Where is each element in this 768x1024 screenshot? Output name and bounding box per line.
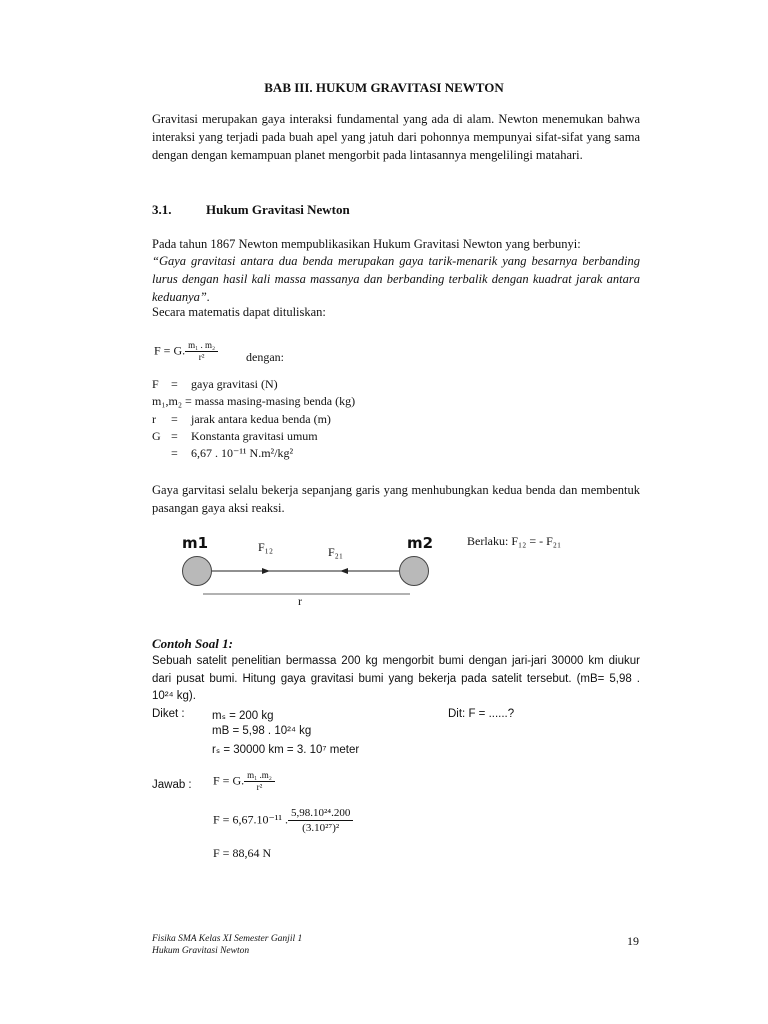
formula-lhs: F = G. (154, 343, 186, 358)
page-title: BAB III. HUKUM GRAVITASI NEWTON (264, 80, 504, 95)
def-r-sym: r (152, 412, 156, 426)
force-f21-label: F₂₁ (328, 545, 344, 559)
step1-denominator: r² (256, 782, 263, 792)
jawab-step-3: F = 88,64 N (213, 846, 272, 860)
example-heading: Contoh Soal 1: (152, 636, 233, 651)
example-text-1 (152, 655, 640, 667)
def-G-value: 6,67 . 10⁻¹¹ N.m²/kg² (191, 446, 294, 460)
example-text-1-content: Sebuah satelit penelitian bermassa 200 kg mengorbit bumi dengan jari-jari 30000 km diukur (152, 655, 640, 667)
jawab-step-2 (213, 806, 353, 835)
law-intro: Pada tahun 1867 Newton mempublikasikan Hukum Gravitasi Newton yang berbunyi: (152, 237, 581, 251)
def-G-value-eq: = (171, 446, 178, 460)
diket-label: Diket : (152, 708, 185, 720)
dit-question: Dit: F = ......? (448, 708, 515, 720)
distance-r-label: r (298, 594, 302, 608)
def-F-sym: F (152, 377, 159, 391)
math-intro: Secara matematis dapat dituliskan: (152, 305, 326, 319)
step2-fraction (288, 806, 353, 835)
force-relation: Berlaku: F₁₂ = - F₂₁ (467, 534, 562, 548)
def-masses: m₁,m₂ = massa masing-masing benda (kg) (152, 394, 356, 408)
step2-denominator: (3.10²⁷)² (302, 822, 340, 834)
def-G-desc: Konstanta gravitasi umum (191, 429, 318, 443)
step1-lhs: F = G. (213, 773, 245, 788)
def-r-eq: = (171, 412, 178, 426)
formula-numerator: m₁ . m₂ (185, 340, 218, 352)
law-quote: “Gaya gravitasi antara dua benda merupakan gaya tarik-menarik yang besarnya berbanding lurus dengan hasil kali massa massanya dan berbanding terbalik dengan kuadrat jarak antara keduanya”. (152, 254, 640, 304)
arrow-f21 (340, 568, 348, 574)
diket-rs: rₛ = 30000 km = 3. 10⁷ meter (212, 744, 360, 756)
diket-ms: mₛ = 200 kg (212, 710, 274, 722)
def-r-desc: jarak antara kedua benda (m) (191, 412, 331, 426)
arrow-f12 (262, 568, 270, 574)
diket-mb: mB = 5,98 . 10²⁴ kg (212, 725, 312, 737)
jawab-label: Jawab : (152, 779, 192, 791)
intro-paragraph: Gravitasi merupakan gaya interaksi fundamental yang ada di alam. Newton menemukan bahwa interaksi yang terjadi pada buah apel yang jatuh dari pohonnya mempunyai sifat-sifat yang sama dengan dengan kemampuan planet mengorbit pada lintasannya mengelilingi matahari. (152, 112, 640, 162)
formula-with-label: dengan: (246, 350, 284, 364)
footer-chapter: Hukum Gravitasi Newton (152, 946, 250, 956)
def-F-desc: gaya gravitasi (N) (191, 377, 278, 391)
pair-paragraph: Gaya garvitasi selalu bekerja sepanjang garis yang menhubungkan kedua benda dan membentuk pasangan gaya aksi reaksi. (152, 483, 640, 515)
step1-numerator: m₁ .m₂ (244, 770, 275, 782)
footer-course: Fisika SMA Kelas XI Semester Ganjil 1 (152, 934, 303, 944)
section-title: Hukum Gravitasi Newton (206, 202, 350, 217)
formula-denominator: r² (198, 352, 205, 362)
mass-1-label: m1 (182, 534, 209, 552)
example-text-2 (152, 673, 640, 685)
page-number: 19 (627, 934, 639, 948)
force-f12-label: F₁₂ (258, 540, 274, 554)
example-text-2-content: dari pusat bumi. Hitung gaya gravitasi bumi yang bekerja pada satelit tersebut. (mB= 5,98 . (152, 673, 640, 685)
step2-lhs: F = 6,67.10⁻¹¹ . (213, 812, 288, 827)
example-text-3: 10²⁴ kg). (152, 690, 196, 702)
step1-fraction (244, 770, 275, 793)
def-F-eq: = (171, 377, 178, 391)
jawab-step-1 (213, 770, 275, 793)
def-G-sym: G (152, 429, 161, 443)
section-number: 3.1. (152, 202, 172, 217)
mass-2-label: m2 (407, 534, 434, 552)
def-G-eq: = (171, 429, 178, 443)
step2-numerator: 5,98.10²⁴.200 (288, 806, 353, 821)
